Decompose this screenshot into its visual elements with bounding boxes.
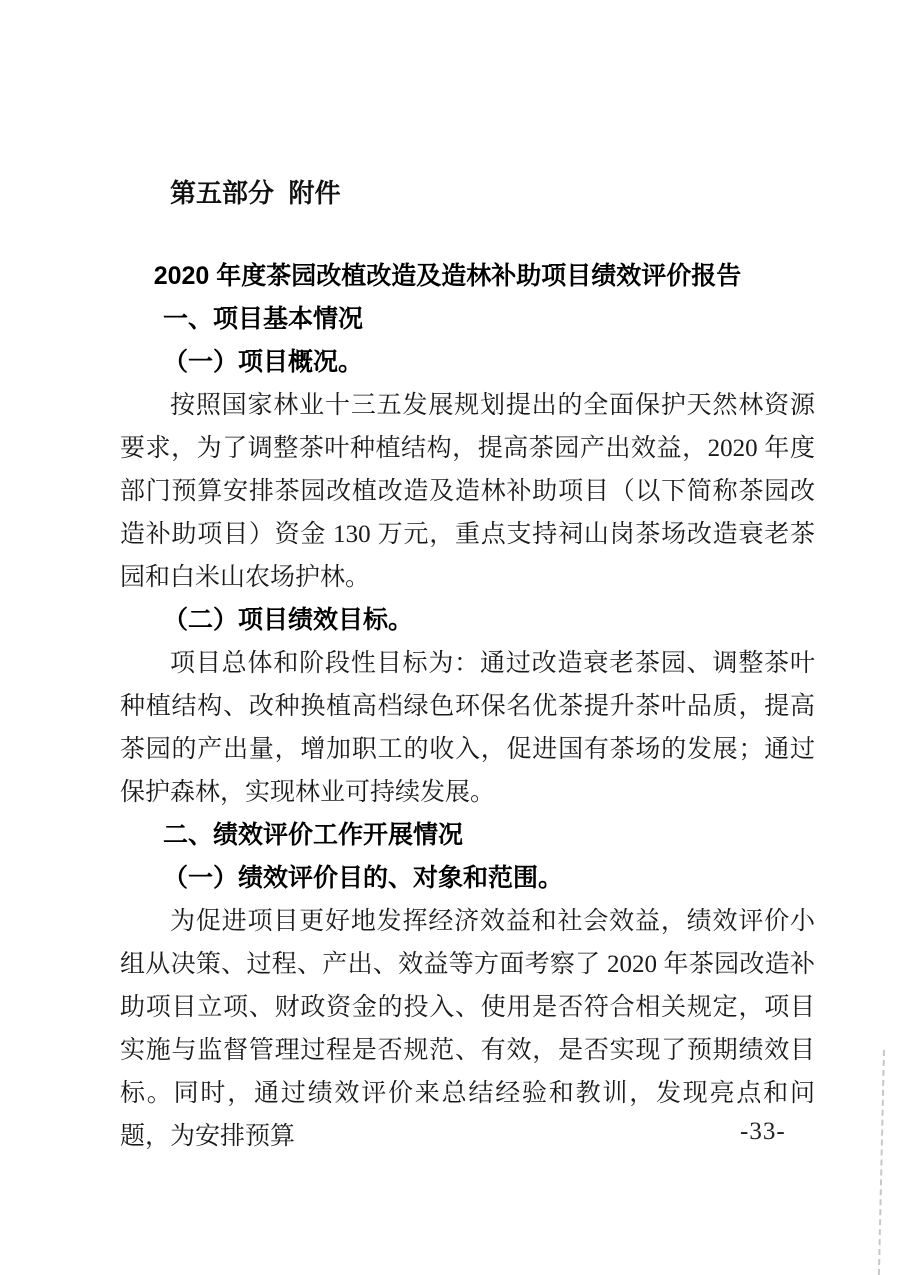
report-title: 2020 年度茶园改植改造及造林补助项目绩效评价报告: [153, 262, 742, 290]
subsection-heading-2-1: （一）绩效评价目的、对象和范围。: [163, 864, 564, 892]
paragraph-project-overview: 按照国家林业十三五发展规划提出的全面保护天然林资源要求，为了调整茶叶种植结构，提高茶园产出效益，2020 年度部门预算安排茶园改植改造及造林补助项目（以下简称茶园改造补助项目）资金 130 万元，重点支持祠山岗茶场改造衰老茶园和白米山农场护林。: [120, 392, 815, 591]
part-label: 第五部分 附件: [170, 178, 341, 208]
scan-artifact-dashed-line: [878, 1050, 885, 1275]
section-heading-2: 二、绩效评价工作开展情况: [163, 821, 464, 849]
subsection-heading-1-1: （一）项目概况。: [163, 348, 364, 376]
page-number: -33-: [740, 1118, 786, 1145]
document-content: [120, 172, 815, 1158]
section-heading-1: 一、项目基本情况: [163, 305, 364, 333]
subsection-heading-1-2: （二）项目绩效目标。: [163, 606, 414, 634]
paragraph-evaluation-purpose: 为促进项目更好地发挥经济效益和社会效益，绩效评价小组从决策、过程、产出、效益等方面考察了 2020 年茶园改造补助项目立项、财政资金的投入、使用是否符合相关规定，项目实施与监督管理过程是否规范、有效，是否实现了预期绩效目标。同时，通过绩效评价来总结经验和教训，发现亮点和问题，为安排预算: [120, 908, 815, 1150]
paragraph-performance-goals: 项目总体和阶段性目标为：通过改造衰老茶园、调整茶叶种植结构、改种换植高档绿色环保名优茶提升茶叶品质，提高茶园的产出量，增加职工的收入，促进国有茶场的发展；通过保护森林，实现林业可持续发展。: [120, 650, 815, 806]
